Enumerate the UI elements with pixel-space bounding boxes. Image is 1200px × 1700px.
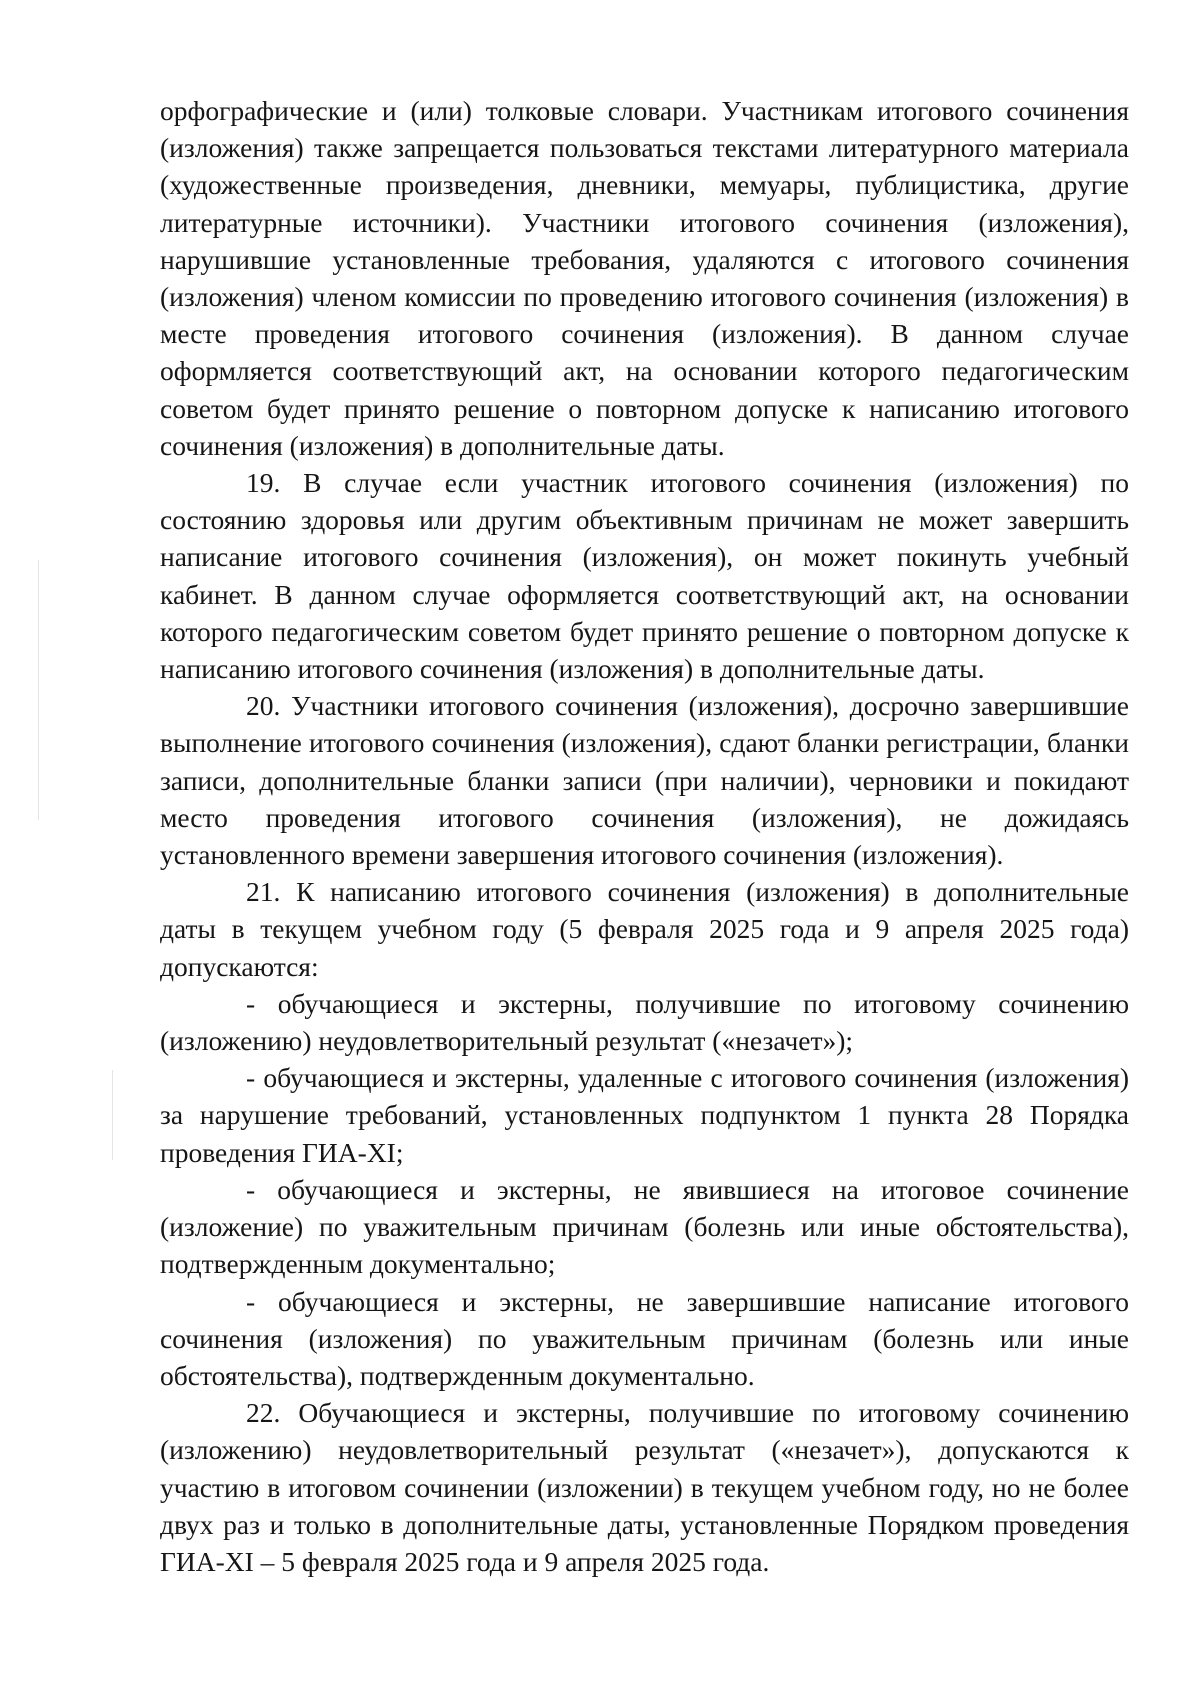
scan-artifact-line [38,560,39,820]
paragraph-item-20: 20. Участники итогового сочинения (изложения), досрочно завершившие выполнение итогового сочинения (изложения), сдают бланки регистрации, бланки записи, дополнительные бланки записи (при наличии), черновики и покидают место проведения итогового сочинения (изложения), не дожидаясь установленного времени завершения итогового сочинения (изложения). [160,690,1129,871]
scan-artifact-line [112,1070,113,1160]
paragraph-item-19: 19. В случае если участник итогового сочинения (изложения) по состоянию здоровья или другим объективным причинам не может завершить написание итогового сочинения (изложения), он может покинуть учебный кабинет. В данном случае оформляется соответствующий акт, на основании которого педагогическим советом будет принято решение о повторном допуске к написанию итогового сочинения (изложения) в дополнительные даты. [160,467,1129,685]
document-body [160,92,1129,1580]
list-item: - обучающиеся и экстерны, не завершившие написание итогового сочинения (изложения) по уважительным причинам (болезнь или иные обстоятельства), подтвержденным документально. [160,1285,1129,1391]
paragraph-item-22: 22. Обучающиеся и экстерны, получившие по итоговому сочинению (изложению) неудовлетворительный результат («незачет»), допускаются к участию в итоговом сочинении (изложении) в текущем учебном году, но не более двух раз и только в дополнительные даты, установленные Порядком проведения ГИА-XI – 5 февраля 2025 года и 9 апреля 2025 года. [160,1397,1129,1577]
list-item: - обучающиеся и экстерны, удаленные с итогового сочинения (изложения) за нарушение требований, установленных подпунктом 1 пункта 28 Порядка проведения ГИА-XI; [160,1062,1129,1168]
list-item: - обучающиеся и экстерны, получившие по итоговому сочинению (изложению) неудовлетворительный результат («незачет»); [160,987,1129,1057]
list-item: - обучающиеся и экстерны, не явившиеся на итоговое сочинение (изложение) по уважительным причинам (болезнь или иные обстоятельства), подтвержденным документально; [160,1173,1129,1280]
paragraph-continuation: орфографические и (или) толковые словари. Участникам итогового сочинения (изложения) также запрещается пользоваться текстами литературного материала (художественные произведения, дневники, мемуары, публицистика, другие литературные источники). Участники итогового сочинения (изложения), нарушившие установленные требования, удаляются с итогового сочинения (изложения) членом комиссии по проведению итогового сочинения (изложения) в месте проведения итогового сочинения (изложения). В данном случае оформляется соответствующий акт, на основании которого педагогическим советом будет принято решение о повторном допуске к написанию итогового сочинения (изложения) в дополнительные даты. [160,95,1129,461]
paragraph-item-21: 21. К написанию итогового сочинения (изложения) в дополнительные даты в текущем учебном году (5 февраля 2025 года и 9 апреля 2025 года) допускаются: [160,876,1129,982]
